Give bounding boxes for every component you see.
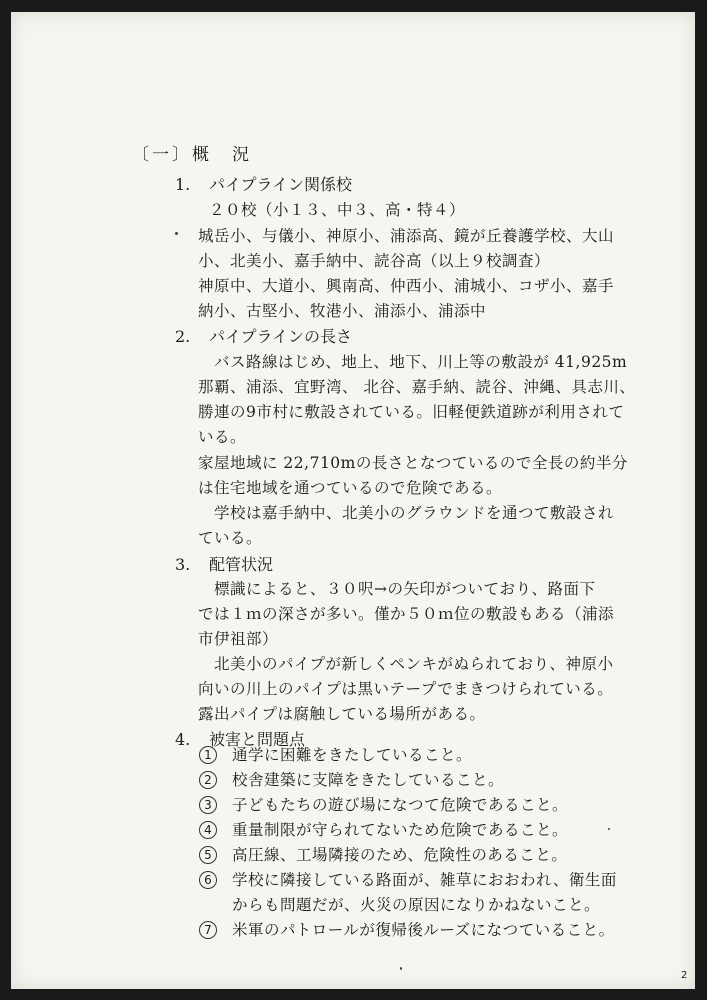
paper-speck	[400, 967, 402, 970]
sub-item-text: 重量制限が守られてないため危険であること。	[232, 821, 569, 839]
sub-item-text: 通学に困難をきたしていること。	[232, 746, 473, 764]
item-2-line: ている。	[198, 529, 263, 547]
item-2-line: 那覇、浦添、宜野湾、 北谷、嘉手納、読谷、沖縄、具志川、	[198, 378, 636, 396]
item-1-line: 小、北美小、嘉手納中、読谷高（以上９校調査）	[198, 252, 551, 270]
item-2-line: 家屋地域に 22,710mの長さとなつているので全長の約半分	[198, 454, 628, 472]
sub-item-text: 子どもたちの遊び場になつて危険であること。	[232, 796, 569, 814]
sub-item-number: 3	[199, 796, 217, 814]
sub-item-number: 6	[199, 871, 217, 889]
item-3-line: 市伊祖部）	[198, 630, 279, 648]
item-4-title: 4. 被害と問題点	[175, 730, 306, 749]
item-3-line: 露出パイプは腐触している場所がある。	[198, 705, 486, 723]
section-heading: 〔一〕概 況	[132, 145, 252, 165]
item-1-line: 納小、古堅小、牧港小、浦添小、浦添中	[198, 302, 487, 320]
sub-item-text: からも問題だが、火災の原因になりかねないこと。	[232, 896, 601, 914]
item-2-line: バス路線はじめ、地上、地下、川上等の敷設が 41,925m	[214, 353, 628, 371]
item-1-line: 城岳小、与儀小、神原小、浦添高、鏡が丘養護学校、大山	[198, 227, 615, 245]
sub-item-number: 1	[199, 746, 217, 764]
sub-item-text: 高圧線、工場隣接のため、危険性のあること。	[232, 846, 568, 864]
item-2-line: 学校は嘉手納中、北美小のグラウンドを通つて敷設され	[214, 504, 615, 522]
item-3-title: 3. 配管状況	[175, 555, 274, 574]
sub-item-number: 7	[199, 921, 217, 939]
document-page	[11, 12, 695, 989]
paper-speck	[175, 232, 178, 235]
item-1-line: 神原中、大道小、興南高、仲西小、浦城小、コザ小、嘉手	[198, 277, 615, 295]
item-2-line: 勝連の9市村に敷設されている。旧軽便鉄道跡が利用されて	[198, 403, 625, 421]
item-1-line: ２０校（小１３、中３、高・特４）	[209, 201, 466, 219]
sub-item-text: 米軍のパトロールが復帰後ルーズになつていること。	[232, 921, 615, 939]
item-3-line: 標識によると、３０呎→の矢印がついており、路面下	[214, 580, 596, 598]
item-3-line: では１ｍの深さが多い。僅か５０ｍ位の敷設もある（浦添	[198, 605, 615, 623]
page-number: 2	[681, 970, 688, 981]
paper-speck	[608, 828, 610, 830]
item-3-line: 向いの川上のパイプは黒いテープでまきつけられている。	[198, 680, 614, 698]
item-2-line: いる。	[198, 428, 247, 446]
item-3-line: 北美小のパイプが新しくペンキがぬられており、神原小	[214, 655, 614, 673]
sub-item-number: 4	[199, 821, 217, 839]
sub-item-number: 2	[199, 771, 217, 789]
sub-item-text: 校舎建築に支障をきたしていること。	[232, 771, 505, 789]
item-2-title: 2. パイプラインの長さ	[175, 327, 353, 346]
item-1-title: 1. パイプライン関係校	[175, 175, 353, 194]
sub-item-number: 5	[199, 846, 217, 864]
sub-item-text: 学校に隣接している路面が、雑草におおわれ、衛生面	[232, 871, 617, 889]
item-2-line: は住宅地域を通つているので危険である。	[198, 479, 503, 497]
